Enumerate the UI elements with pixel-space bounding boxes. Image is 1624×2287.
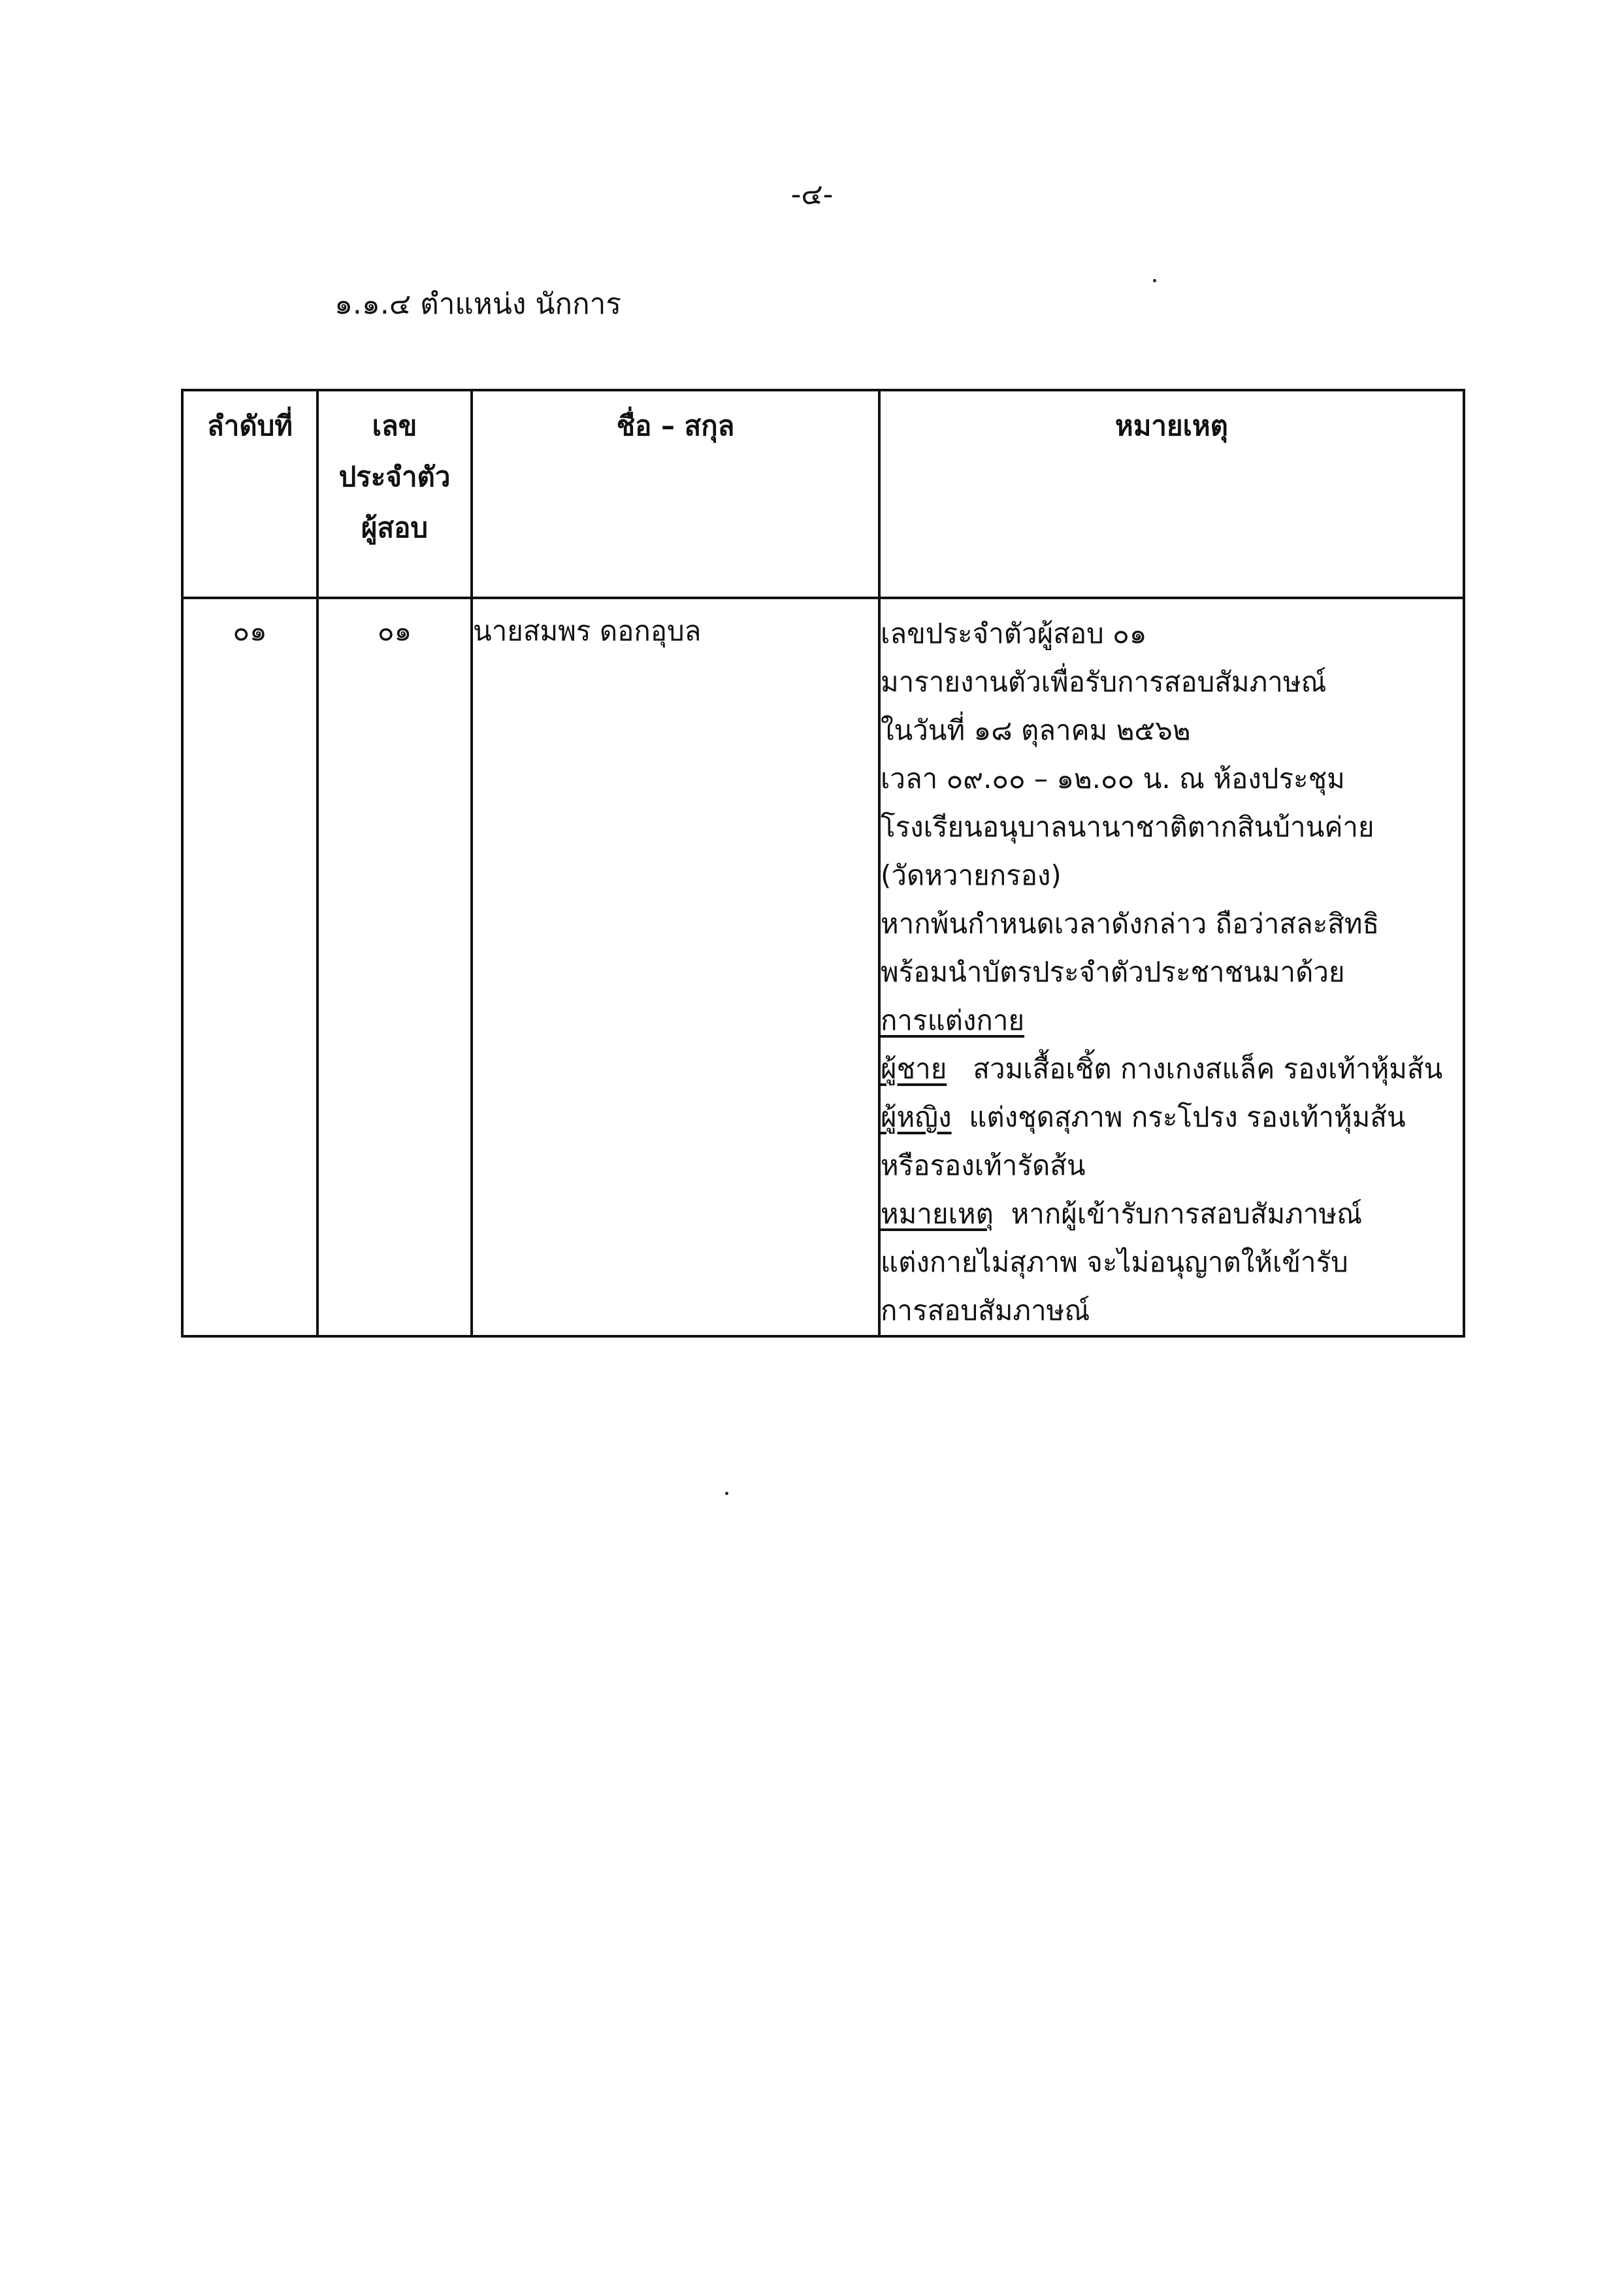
remark-line: การสอบสัมภาษณ์	[881, 1294, 1090, 1326]
header-remark: หมายเหตุ	[879, 390, 1464, 598]
scan-speck	[1153, 279, 1156, 282]
candidate-table	[181, 389, 1465, 1338]
remark-line: พร้อมนำบัตรประจำตัวประชาชนมาด้วย	[881, 956, 1345, 988]
remark-line: (วัดหวายกรอง)	[881, 859, 1062, 891]
scan-speck	[725, 1492, 728, 1495]
remark-line: เลขประจำตัวผู้สอบ ๐๑	[881, 617, 1147, 650]
remark-line: หรือรองเท้ารัดส้น	[881, 1149, 1086, 1181]
header-exam-id-line: ผู้สอบ	[361, 512, 429, 544]
note-text: หากผู้เข้ารับการสอบสัมภาษณ์	[1011, 1198, 1363, 1230]
note-label: หมายเหตุ	[881, 1198, 994, 1230]
female-text: แต่งชุดสุภาพ กระโปรง รองเท้าหุ้มส้น	[969, 1101, 1406, 1133]
dress-code-female	[881, 1093, 1463, 1142]
header-exam-id-line: ประจำตัว	[338, 461, 451, 493]
remark-note	[881, 1190, 1463, 1238]
remark-line: หากพ้นกำหนดเวลาดังกล่าว ถือว่าสละสิทธิ	[881, 908, 1380, 940]
remark-line: ในวันที่ ๑๘ ตุลาคม ๒๕๖๒	[881, 714, 1191, 746]
female-label: ผู้หญิง	[881, 1101, 952, 1133]
remark-line: โรงเรียนอนุบาลนานาชาติตากสินบ้านค่าย	[881, 811, 1374, 843]
table-row	[182, 598, 1464, 1336]
male-text: สวมเสื้อเชิ้ต กางเกงสแล็ค รองเท้าหุ้มส้น	[973, 1053, 1443, 1085]
header-exam-id-line: เลข	[372, 410, 417, 442]
cell-exam-id: ๐๑	[317, 598, 472, 1336]
dress-code-heading-text: การแต่งกาย	[881, 1004, 1025, 1036]
table-header-row	[182, 390, 1464, 598]
header-exam-id	[317, 390, 472, 598]
remark-line: มารายงานตัวเพื่อรับการสอบสัมภาษณ์	[881, 666, 1327, 698]
dress-code-male	[881, 1045, 1463, 1093]
page-number: -๔-	[790, 178, 834, 211]
remark-line: แต่งกายไม่สุภาพ จะไม่อนุญาตให้เข้ารับ	[881, 1246, 1348, 1278]
section-heading: ๑.๑.๔ ตำแหน่ง นักการ	[334, 288, 622, 321]
remark-line: เวลา ๐๙.๐๐ – ๑๒.๐๐ น. ณ ห้องประชุม	[881, 763, 1345, 795]
header-name: ชื่อ – สกุล	[472, 390, 879, 598]
cell-remark	[879, 598, 1464, 1336]
male-label: ผู้ชาย	[881, 1053, 947, 1085]
header-order: ลำดับที่	[182, 390, 317, 598]
dress-code-heading	[881, 996, 1463, 1045]
cell-name: นายสมพร ดอกอุบล	[472, 598, 879, 1336]
cell-order: ๐๑	[182, 598, 317, 1336]
